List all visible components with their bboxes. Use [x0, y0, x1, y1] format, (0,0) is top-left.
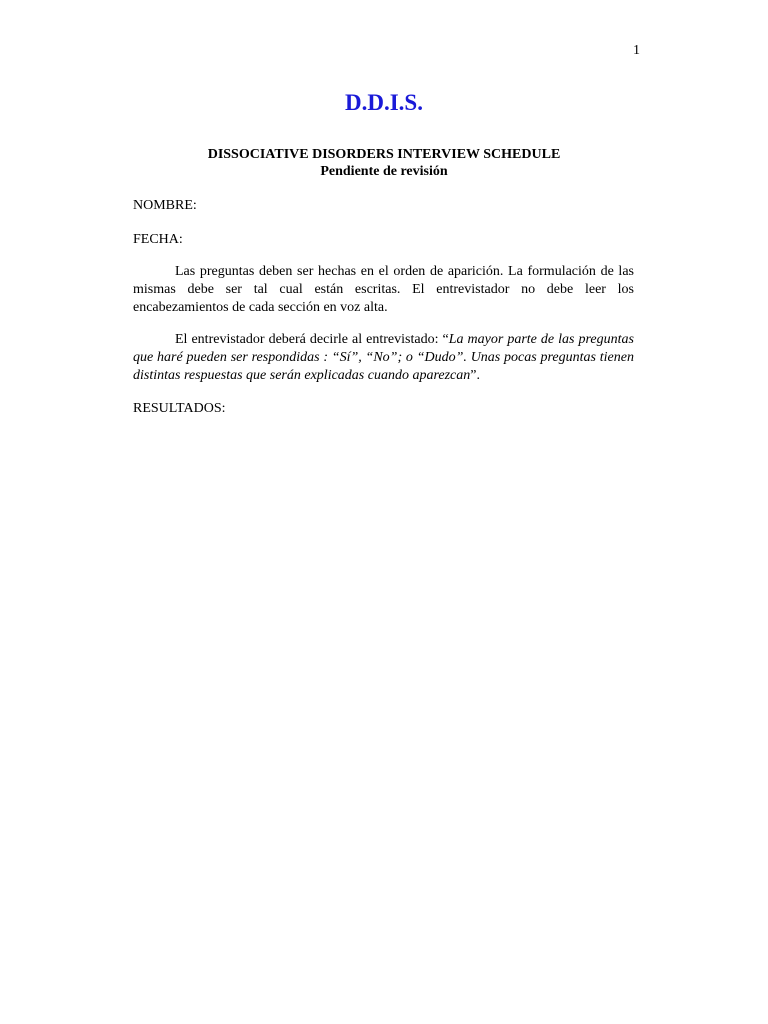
subtitle-line-2: Pendiente de revisión — [320, 164, 448, 179]
document-subtitle — [0, 146, 768, 180]
fecha-label: FECHA: — [133, 232, 183, 247]
statement-intro: El entrevistador deberá decirle al entrevistado: “ — [175, 332, 449, 347]
nombre-label: NOMBRE: — [133, 198, 197, 213]
statement-closing: ”. — [470, 368, 480, 383]
page-number: 1 — [633, 43, 640, 58]
document-title: D.D.I.S. — [345, 90, 423, 115]
statement-quote: La mayor parte de las preguntas que haré pueden ser respondidas : “Sí”, “No”; o “Dudo”. Unas pocas preguntas tienen distintas respuestas que serán explicadas cuando aparezcan — [133, 332, 634, 383]
subtitle-line-1: DISSOCIATIVE DISORDERS INTERVIEW SCHEDULE — [207, 147, 561, 162]
instructions-paragraph: Las preguntas deben ser hechas en el orden de aparición. La formulación de las mismas debe ser tal cual están escritas. El entrevistador no debe leer los encabezamientos de cada sección en voz alta. — [133, 264, 634, 315]
resultados-label: RESULTADOS: — [133, 401, 226, 416]
interviewer-statement-paragraph — [133, 331, 634, 385]
